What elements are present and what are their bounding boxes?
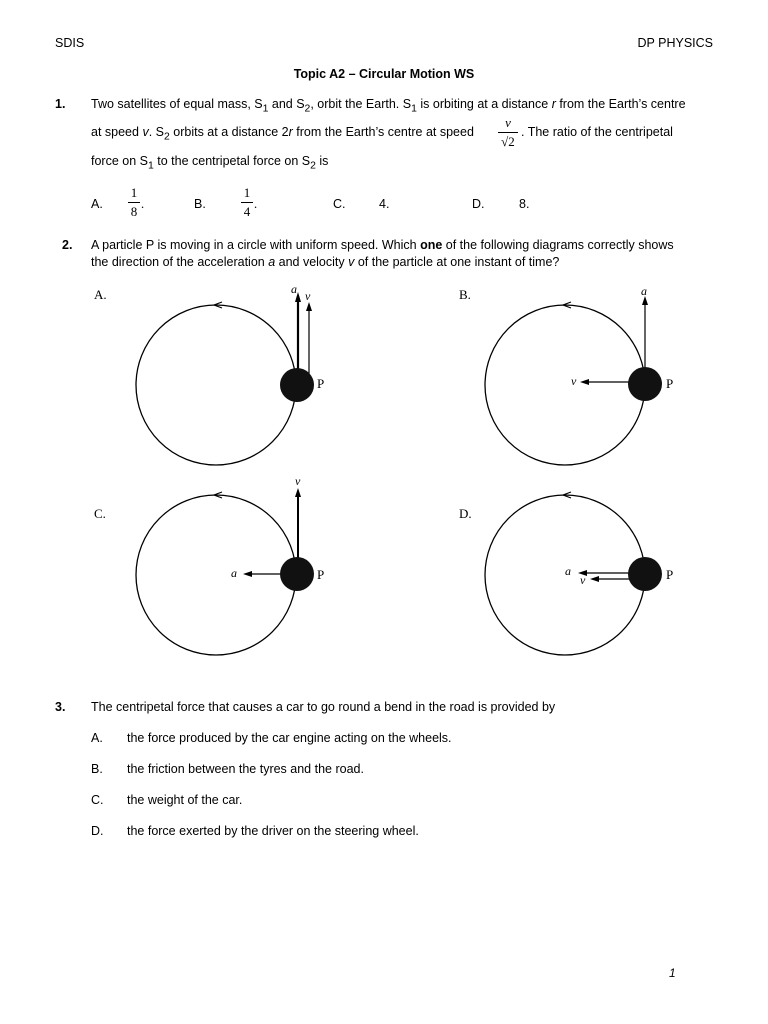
page-number: 1: [669, 966, 676, 980]
q1-line1: Two satellites of equal mass, $S_1$ and $S_2$, orbit the Earth. $S_1$ is orbiting at a distance r from the Earth’s centre: [91, 97, 686, 115]
q1-option-b-fraction: 1 4: [241, 186, 253, 219]
acceleration-arrowhead: [243, 571, 252, 577]
q1-line2-end: . The ratio of the centripetal: [521, 125, 673, 139]
q3-option-b-letter: B.: [91, 762, 103, 776]
q3-option-c-letter: C.: [91, 793, 104, 807]
q1-line3: force on $S_1$ to the centripetal force on $S_2$ is: [91, 154, 329, 172]
diagram-c-label-a: a: [231, 566, 237, 580]
particle-p: [628, 557, 662, 591]
diagram-c-letter: C.: [94, 506, 106, 521]
q3-option-d-letter: D.: [91, 824, 104, 838]
diagram-b-label-a: a: [641, 284, 647, 298]
diagram-d-label-a: a: [565, 564, 571, 578]
diagram-c: [120, 475, 340, 665]
q1-option-a-fraction: 1 8: [128, 186, 140, 219]
orbit-circle: [136, 305, 296, 465]
diagram-d-letter: D.: [459, 506, 472, 521]
diagram-a: [120, 280, 340, 470]
velocity-arrowhead: [295, 488, 301, 497]
header-subject: DP PHYSICS: [637, 36, 713, 50]
diagram-d-label-p: P: [666, 567, 674, 582]
q1-option-a-suffix: .: [141, 197, 145, 211]
q1-speed-fraction: v √2: [498, 116, 518, 149]
q3-option-a-text: the force produced by the car engine acting on the wheels.: [127, 731, 452, 745]
q3-stem: The centripetal force that causes a car to go round a bend in the road is provided by: [91, 700, 556, 714]
q1-option-b-suffix: .: [254, 197, 258, 211]
orbit-circle: [136, 495, 296, 655]
q2-line1: A particle P is moving in a circle with uniform speed. Which one of the following diagrams correctly shows: [91, 238, 674, 252]
q2-number: 2.: [62, 238, 73, 252]
orbit-circle: [485, 305, 645, 465]
diagram-b: [470, 280, 690, 470]
q3-option-d-text: the force exerted by the driver on the steering wheel.: [127, 824, 419, 838]
diagram-a-label-p: P: [317, 376, 325, 391]
q2-line2: the direction of the acceleration a and velocity v of the particle at one instant of time?: [91, 255, 560, 269]
diagram-c-label-v: v: [295, 474, 301, 488]
particle-p: [280, 557, 314, 591]
q3-option-b-text: the friction between the tyres and the road.: [127, 762, 364, 776]
q1-line2: at speed v. $S_2$ orbits at a distance 2r from the Earth’s centre at speed: [91, 125, 474, 143]
velocity-arrowhead: [580, 379, 589, 385]
q1-option-c-letter: C.: [333, 197, 346, 211]
diagram-d: [470, 475, 690, 665]
particle-p: [628, 367, 662, 401]
diagram-d-label-v: v: [580, 573, 586, 587]
q1-option-d-value: 8.: [519, 197, 530, 211]
diagram-a-label-a: a: [291, 282, 297, 296]
q1-option-d-letter: D.: [472, 197, 485, 211]
q1-option-c-value: 4.: [379, 197, 390, 211]
diagram-b-letter: B.: [459, 287, 471, 302]
q3-option-a-letter: A.: [91, 731, 103, 745]
q3-number: 3.: [55, 700, 66, 714]
diagram-a-label-v: v: [305, 289, 311, 303]
diagram-c-label-p: P: [317, 567, 325, 582]
particle-p: [280, 368, 314, 402]
q1-option-a-letter: A.: [91, 197, 103, 211]
velocity-arrowhead: [590, 576, 599, 582]
diagram-b-label-p: P: [666, 376, 674, 391]
q1-option-b-letter: B.: [194, 197, 206, 211]
diagram-a-letter: A.: [94, 287, 107, 302]
worksheet-title: Topic A2 – Circular Motion WS: [293, 67, 475, 81]
header-school: SDIS: [55, 36, 85, 50]
q1-number: 1.: [55, 97, 66, 111]
diagram-b-label-v: v: [571, 374, 577, 388]
q3-option-c-text: the weight of the car.: [127, 793, 243, 807]
